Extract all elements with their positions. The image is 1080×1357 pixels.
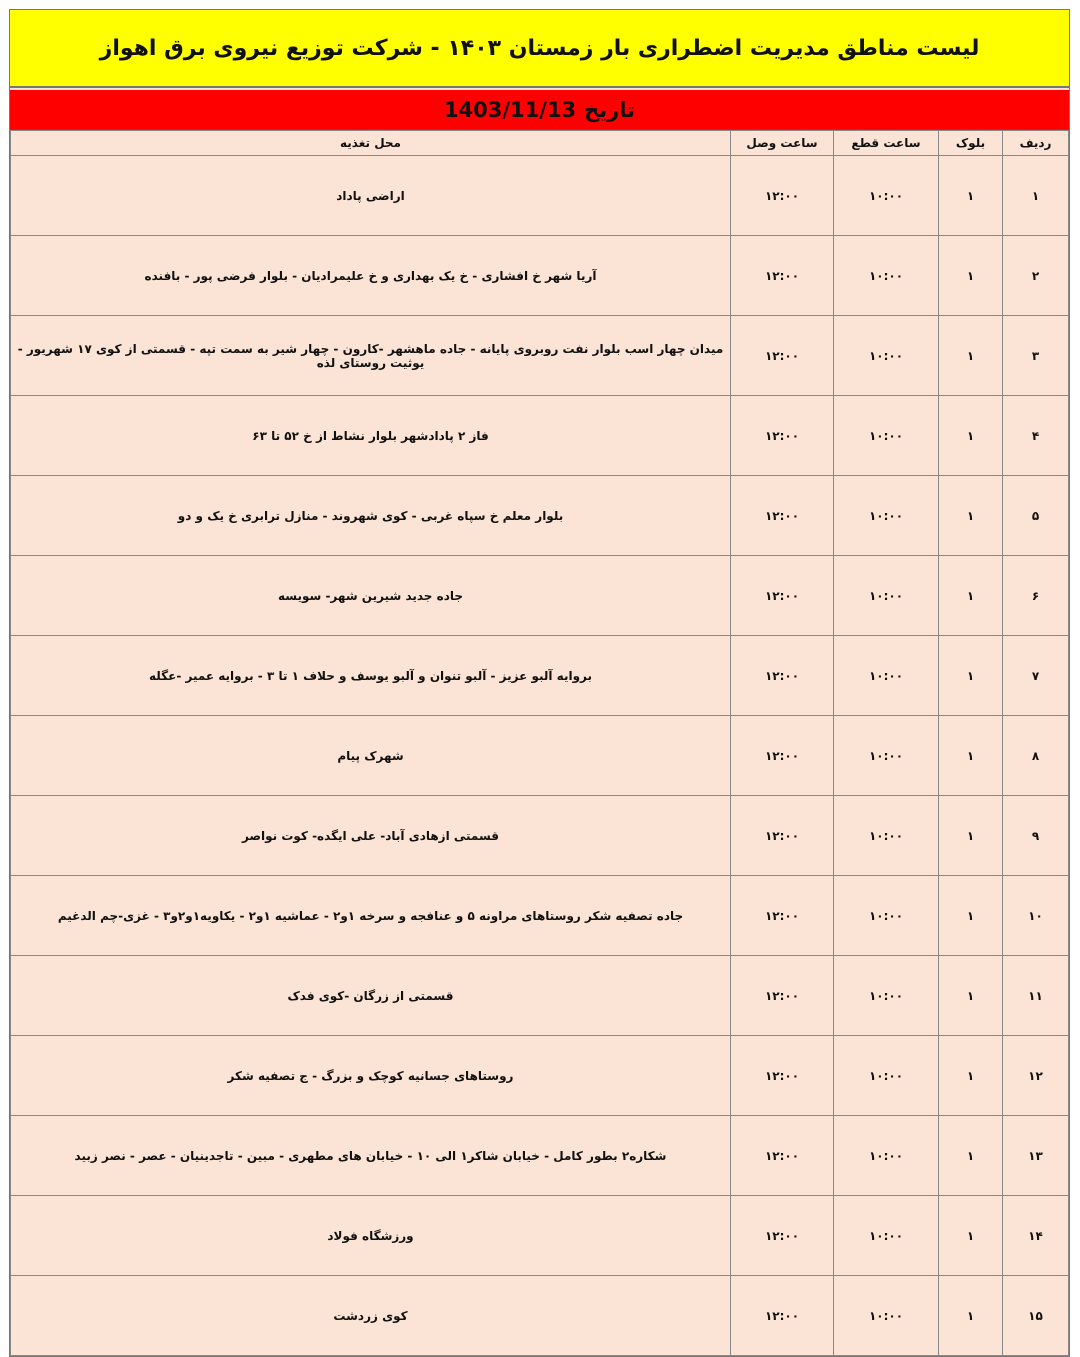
cell-cut-time: ۱۰:۰۰ xyxy=(834,316,939,396)
cell-block: ۱ xyxy=(939,1276,1003,1356)
cell-row-number: ۶ xyxy=(1003,556,1069,636)
cell-connect-time: ۱۲:۰۰ xyxy=(731,236,834,316)
date-label: تاریخ xyxy=(584,97,636,122)
cell-row-number: ۱۴ xyxy=(1003,1196,1069,1276)
cell-area: روستاهای جسانیه کوچک و بزرگ - ج تصفیه شکر xyxy=(11,1036,731,1116)
cell-area: شهرک پیام xyxy=(11,716,731,796)
cell-area: قسمتی از زرگان -کوی فدک xyxy=(11,956,731,1036)
cell-cut-time: ۱۰:۰۰ xyxy=(834,1116,939,1196)
outage-table xyxy=(10,130,1069,1356)
cell-area: بروایه آلبو عزیز - آلبو تنوان و آلبو یوسف و حلاف ۱ تا ۳ - بروایه عمیر -عگله xyxy=(11,636,731,716)
cell-connect-time: ۱۲:۰۰ xyxy=(731,1036,834,1116)
cell-area: بلوار معلم خ سپاه غربی - کوی شهروند - منازل ترابری خ یک و دو xyxy=(11,476,731,556)
table-row xyxy=(11,156,1069,236)
cell-block: ۱ xyxy=(939,1196,1003,1276)
table-row xyxy=(11,396,1069,476)
cell-block: ۱ xyxy=(939,316,1003,396)
table-body xyxy=(11,156,1069,1356)
cell-row-number: ۱۲ xyxy=(1003,1036,1069,1116)
table-row xyxy=(11,796,1069,876)
cell-row-number: ۱ xyxy=(1003,156,1069,236)
cell-cut-time: ۱۰:۰۰ xyxy=(834,476,939,556)
cell-area: اراضی پاداد xyxy=(11,156,731,236)
cell-row-number: ۵ xyxy=(1003,476,1069,556)
cell-block: ۱ xyxy=(939,716,1003,796)
cell-block: ۱ xyxy=(939,236,1003,316)
cell-area: جاده تصفیه شکر روستاهای مراونه ۵ و عنافجه و سرخه ۱و۲ - عماشیه ۱و۲ - یکاویه۱و۲و۳ - غزی-چم الدغیم xyxy=(11,876,731,956)
cell-cut-time: ۱۰:۰۰ xyxy=(834,1196,939,1276)
cell-cut-time: ۱۰:۰۰ xyxy=(834,396,939,476)
cell-block: ۱ xyxy=(939,156,1003,236)
date-banner xyxy=(10,90,1069,130)
schedule-sheet xyxy=(9,9,1070,1357)
cell-area: ورزشگاه فولاد xyxy=(11,1196,731,1276)
page-title: لیست مناطق مدیریت اضطراری بار زمستان ۱۴۰۳ - شرکت توزیع نیروی برق اهواز xyxy=(10,10,1069,88)
cell-connect-time: ۱۲:۰۰ xyxy=(731,1196,834,1276)
column-header-row-number: ردیف xyxy=(1003,131,1069,156)
table-row xyxy=(11,716,1069,796)
cell-row-number: ۱۱ xyxy=(1003,956,1069,1036)
cell-row-number: ۱۰ xyxy=(1003,876,1069,956)
cell-row-number: ۱۵ xyxy=(1003,1276,1069,1356)
cell-connect-time: ۱۲:۰۰ xyxy=(731,876,834,956)
date-value: 1403/11/13 xyxy=(443,97,577,122)
table-row xyxy=(11,1276,1069,1356)
table-row xyxy=(11,316,1069,396)
cell-area: جاده جدید شیرین شهر- سویسه xyxy=(11,556,731,636)
cell-cut-time: ۱۰:۰۰ xyxy=(834,156,939,236)
cell-connect-time: ۱۲:۰۰ xyxy=(731,636,834,716)
cell-connect-time: ۱۲:۰۰ xyxy=(731,556,834,636)
cell-block: ۱ xyxy=(939,476,1003,556)
cell-block: ۱ xyxy=(939,556,1003,636)
cell-cut-time: ۱۰:۰۰ xyxy=(834,236,939,316)
cell-cut-time: ۱۰:۰۰ xyxy=(834,1036,939,1116)
cell-block: ۱ xyxy=(939,1116,1003,1196)
table-row xyxy=(11,1196,1069,1276)
cell-cut-time: ۱۰:۰۰ xyxy=(834,956,939,1036)
cell-block: ۱ xyxy=(939,956,1003,1036)
cell-area: قسمتی ازهادی آباد- علی ایگده- کوت نواصر xyxy=(11,796,731,876)
cell-row-number: ۴ xyxy=(1003,396,1069,476)
cell-area: فاز ۲ پادادشهر بلوار نشاط از خ ۵۲ تا ۶۳ xyxy=(11,396,731,476)
cell-block: ۱ xyxy=(939,1036,1003,1116)
column-header-cut-time: ساعت قطع xyxy=(834,131,939,156)
cell-cut-time: ۱۰:۰۰ xyxy=(834,716,939,796)
cell-area: میدان چهار اسب بلوار نفت روبروی پایانه - جاده ماهشهر -کارون - چهار شیر به سمت تپه - قسمتی از کوی ۱۷ شهریور - یوثیت روستای لذه xyxy=(11,316,731,396)
table-header-row xyxy=(11,131,1069,156)
table-row xyxy=(11,556,1069,636)
table-row xyxy=(11,956,1069,1036)
cell-area: کوی زردشت xyxy=(11,1276,731,1356)
cell-block: ۱ xyxy=(939,796,1003,876)
cell-row-number: ۸ xyxy=(1003,716,1069,796)
cell-connect-time: ۱۲:۰۰ xyxy=(731,1116,834,1196)
column-header-area: محل تغذیه xyxy=(11,131,731,156)
cell-row-number: ۷ xyxy=(1003,636,1069,716)
cell-area: آریا شهر خ افشاری - خ یک بهداری و خ علیمرادیان - بلوار فرضی پور - بافنده xyxy=(11,236,731,316)
table-row xyxy=(11,1036,1069,1116)
cell-row-number: ۱۳ xyxy=(1003,1116,1069,1196)
cell-connect-time: ۱۲:۰۰ xyxy=(731,476,834,556)
cell-connect-time: ۱۲:۰۰ xyxy=(731,156,834,236)
cell-area: شکاره۲ بطور کامل - خیابان شاکر۱ الی ۱۰ - خیابان های مطهری - مبین - تاجدینیان - عصر - نصر زبید xyxy=(11,1116,731,1196)
cell-cut-time: ۱۰:۰۰ xyxy=(834,636,939,716)
table-row xyxy=(11,476,1069,556)
cell-connect-time: ۱۲:۰۰ xyxy=(731,396,834,476)
cell-block: ۱ xyxy=(939,636,1003,716)
table-row xyxy=(11,636,1069,716)
cell-cut-time: ۱۰:۰۰ xyxy=(834,796,939,876)
table-row xyxy=(11,236,1069,316)
cell-block: ۱ xyxy=(939,396,1003,476)
cell-row-number: ۹ xyxy=(1003,796,1069,876)
cell-cut-time: ۱۰:۰۰ xyxy=(834,1276,939,1356)
column-header-block: بلوک xyxy=(939,131,1003,156)
cell-row-number: ۲ xyxy=(1003,236,1069,316)
cell-connect-time: ۱۲:۰۰ xyxy=(731,1276,834,1356)
cell-connect-time: ۱۲:۰۰ xyxy=(731,716,834,796)
cell-block: ۱ xyxy=(939,876,1003,956)
table-row xyxy=(11,1116,1069,1196)
cell-cut-time: ۱۰:۰۰ xyxy=(834,876,939,956)
column-header-connect-time: ساعت وصل xyxy=(731,131,834,156)
cell-connect-time: ۱۲:۰۰ xyxy=(731,316,834,396)
cell-row-number: ۳ xyxy=(1003,316,1069,396)
table-row xyxy=(11,876,1069,956)
cell-connect-time: ۱۲:۰۰ xyxy=(731,796,834,876)
cell-cut-time: ۱۰:۰۰ xyxy=(834,556,939,636)
cell-connect-time: ۱۲:۰۰ xyxy=(731,956,834,1036)
